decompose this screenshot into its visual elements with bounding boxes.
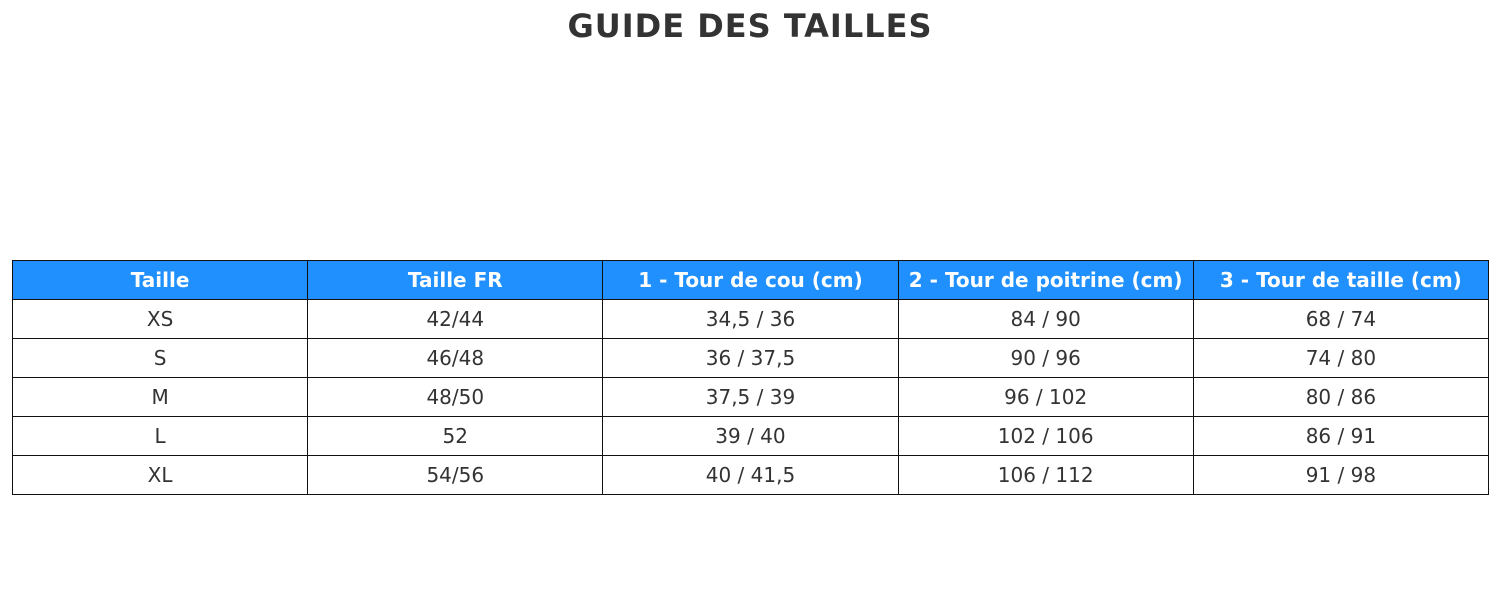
cell-taille-fr: 54/56 xyxy=(308,456,603,495)
cell-tour-de-taille: 91 / 98 xyxy=(1193,456,1488,495)
header-tour-de-poitrine: 2 - Tour de poitrine (cm) xyxy=(898,261,1193,300)
cell-taille: M xyxy=(13,378,308,417)
table-row xyxy=(13,417,1489,456)
cell-tour-de-poitrine: 84 / 90 xyxy=(898,300,1193,339)
cell-tour-de-poitrine: 106 / 112 xyxy=(898,456,1193,495)
cell-tour-de-taille: 86 / 91 xyxy=(1193,417,1488,456)
table-header-row xyxy=(13,261,1489,300)
cell-taille: XL xyxy=(13,456,308,495)
cell-taille-fr: 42/44 xyxy=(308,300,603,339)
cell-tour-de-poitrine: 96 / 102 xyxy=(898,378,1193,417)
table-row xyxy=(13,456,1489,495)
cell-taille-fr: 48/50 xyxy=(308,378,603,417)
size-guide-table xyxy=(12,260,1489,495)
cell-taille: XS xyxy=(13,300,308,339)
header-taille-fr: Taille FR xyxy=(308,261,603,300)
cell-tour-de-poitrine: 90 / 96 xyxy=(898,339,1193,378)
cell-taille-fr: 52 xyxy=(308,417,603,456)
header-tour-de-taille: 3 - Tour de taille (cm) xyxy=(1193,261,1488,300)
table-row xyxy=(13,300,1489,339)
cell-tour-de-cou: 37,5 / 39 xyxy=(603,378,898,417)
page-title: GUIDE DES TAILLES xyxy=(567,7,933,45)
cell-tour-de-cou: 34,5 / 36 xyxy=(603,300,898,339)
cell-taille: S xyxy=(13,339,308,378)
cell-tour-de-cou: 36 / 37,5 xyxy=(603,339,898,378)
header-tour-de-cou: 1 - Tour de cou (cm) xyxy=(603,261,898,300)
header-taille: Taille xyxy=(13,261,308,300)
cell-tour-de-cou: 39 / 40 xyxy=(603,417,898,456)
cell-taille: L xyxy=(13,417,308,456)
cell-taille-fr: 46/48 xyxy=(308,339,603,378)
cell-tour-de-taille: 74 / 80 xyxy=(1193,339,1488,378)
cell-tour-de-cou: 40 / 41,5 xyxy=(603,456,898,495)
cell-tour-de-taille: 68 / 74 xyxy=(1193,300,1488,339)
table-row xyxy=(13,378,1489,417)
cell-tour-de-taille: 80 / 86 xyxy=(1193,378,1488,417)
cell-tour-de-poitrine: 102 / 106 xyxy=(898,417,1193,456)
table-row xyxy=(13,339,1489,378)
